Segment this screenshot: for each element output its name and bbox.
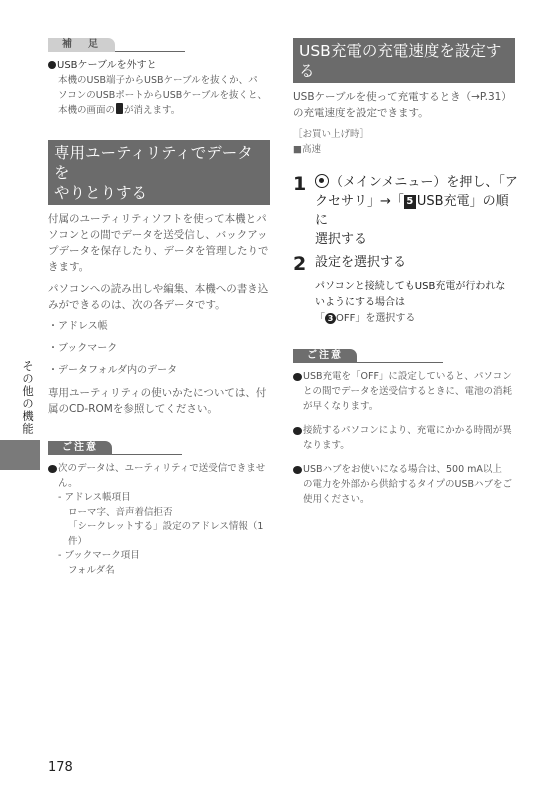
- step-2-detail: パソコンと接続してもUSB充電が行われな いようにする場合は 「 3 OFF」を選択する: [315, 281, 506, 324]
- caution-item: 接続するパソコンにより、充電にかかる時間が異 なります。: [293, 423, 521, 453]
- utility-data-paragraph: パソコンへの読み出しや編集、本機への書き込 みができるのは、次の各データです。: [48, 283, 269, 311]
- bullet-dot-icon: [293, 466, 302, 474]
- section-heading-utility: 専用ユーティリティでデータを やりとりする: [48, 140, 270, 205]
- default-setting-label: ［お買い上げ時］: [293, 129, 370, 140]
- bullet-dot-icon: [293, 373, 302, 381]
- section-heading-usb-charge: USB充電の充電速度を設定する: [293, 38, 515, 83]
- step-title: 設定を選択する: [315, 255, 407, 270]
- default-setting-value: ■高速: [293, 144, 321, 155]
- utility-intro-paragraph: 付属のユーティリティソフトを使って本機とパ ソコンとの間でデータを送受信し、バックアッ プデータを保存したり、データを管理したりで きます。: [48, 213, 269, 273]
- caution-sub-address-detail: ローマ字、音声着信拒否: [68, 506, 173, 518]
- menu-number-icon: 5: [404, 195, 416, 209]
- side-tab-label: その他の機能: [21, 360, 35, 435]
- list-item: ・アドレス帳: [48, 321, 108, 332]
- caution-item: USB充電を「OFF」に設定していると、パソコン との間でデータを送受信するときに、電池の消耗 が早くなります。: [293, 369, 521, 414]
- caution-item: USBハブをお使いになる場合は、500 mA以上 の電力を外部から供給するタイプのUSBハブをご 使用ください。: [293, 462, 521, 507]
- bullet-dot-icon: [293, 427, 302, 435]
- step-number: 2: [293, 253, 307, 275]
- utility-reference-paragraph: 専用ユーティリティの使いかたについては、付 属のCD-ROMを参照してください。: [48, 387, 267, 415]
- tag-divider: [112, 454, 182, 455]
- caution-item: 次のデータは、ユーティリティで送受信できませ ん。: [48, 461, 270, 491]
- supplement-tag: [48, 38, 270, 52]
- left-column: [48, 38, 270, 578]
- step-2: [293, 253, 521, 275]
- center-key-icon: [315, 174, 329, 188]
- side-tab-marker: [0, 440, 40, 470]
- caution-tag: [48, 441, 270, 455]
- bullet-dot-icon: [48, 61, 56, 69]
- tag-divider: [357, 362, 443, 363]
- caution-tag: [293, 349, 521, 363]
- caution-sub-bookmark-detail: フォルダ名: [68, 564, 115, 576]
- step-1: 1 （メインメニュー）を押し、「ア クセサリ」→「 5 USB充電」の順に 選択する: [293, 173, 518, 247]
- caution-sub-bookmark: ‐ ブックマーク項目: [58, 550, 140, 561]
- tag-divider: [115, 51, 185, 52]
- right-column: [293, 38, 521, 516]
- supplement-bullet-body: 本機のUSB端子からUSBケーブルを抜くか、パ ソコンのUSBポートからUSBケーブルを抜くと、 本機の画面の が消えます。: [58, 75, 267, 116]
- supplement-label: 補 足: [48, 38, 115, 52]
- caution-label: ご注意: [293, 349, 357, 363]
- caution-sub-address-detail: 「シークレットする」設定のアドレス情報（1件）: [68, 521, 264, 547]
- step-number: 1: [293, 173, 307, 195]
- caution-sub-address: ‐ アドレス帳項目: [58, 492, 131, 503]
- page-number: 178: [48, 760, 73, 775]
- list-item: ・ブックマーク: [48, 343, 118, 354]
- option-number-icon: 3: [325, 313, 336, 324]
- bullet-dot-icon: [48, 465, 57, 473]
- usb-connected-icon: [116, 103, 123, 114]
- supplement-bullet-title: USBケーブルを外すと: [48, 58, 270, 73]
- usb-charge-intro: USBケーブルを使って充電するとき（→P.31） の充電速度を設定できます。: [293, 91, 512, 119]
- caution-label: ご注意: [48, 441, 112, 455]
- list-item: ・データフォルダ内のデータ: [48, 365, 178, 376]
